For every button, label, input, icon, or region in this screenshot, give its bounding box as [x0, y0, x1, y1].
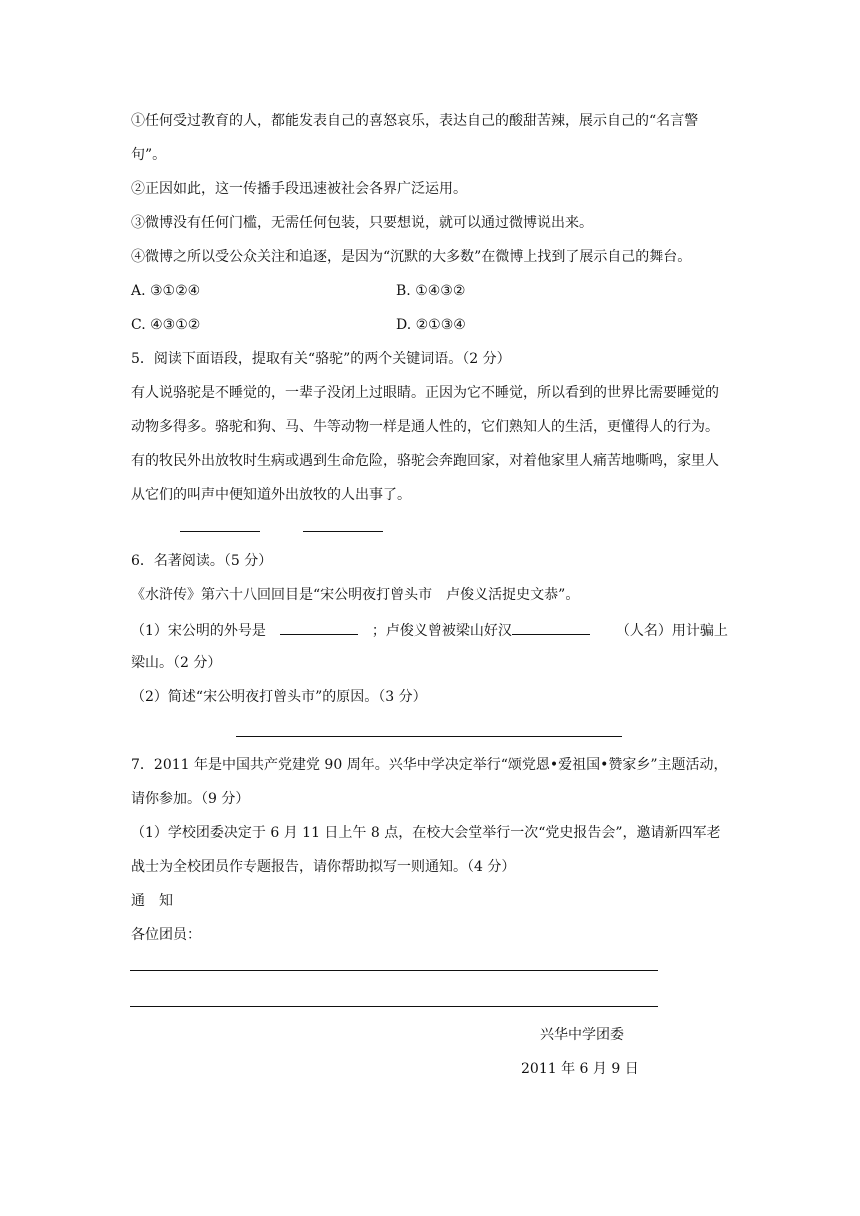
- q4-option-d[interactable]: D. ②①③④: [396, 317, 466, 333]
- q5-title: 5．阅读下面语段，提取有关“骆驼”的两个关键词语。（2 分）: [131, 351, 511, 367]
- q6-title: 6．名著阅读。（5 分）: [131, 553, 273, 569]
- q6-sub1-text-a: （1）宋公明的外号是: [131, 623, 266, 639]
- notice-signature: 兴华中学团委: [540, 1027, 624, 1043]
- q4-item-1-line1: ①任何受过教育的人，都能发表自己的喜怒哀乐，表达自己的酸甜苦辣，展示自己的“名言警: [131, 113, 699, 129]
- q7-sub1-line1: （1）学校团委决定于 6 月 11 日上午 8 点，在校大会堂举行一次“党史报告会”，邀请新四军老: [131, 825, 721, 841]
- q6-intro: 《水浒传》第六十八回回目是“宋公明夜打曾头市 卢俊义活捉史文恭”。: [131, 587, 580, 603]
- q6-person-blank[interactable]: [512, 620, 590, 635]
- q7-title-line1: 7．2011 年是中国共产党建党 90 周年。兴华中学决定举行“颂党恩•爱祖国•赞家乡”主题活动，: [131, 757, 728, 773]
- notice-answer-line-1[interactable]: [130, 970, 658, 971]
- notice-salutation: 各位团员：: [131, 927, 201, 943]
- q6-sub1-text-b: ；卢俊义曾被梁山好汉: [371, 623, 512, 639]
- q4-option-a[interactable]: A. ③①②④: [131, 283, 201, 299]
- q6-sub2: （2）简述“宋公明夜打曾头市”的原因。（3 分）: [131, 689, 427, 705]
- q7-sub1-line2: 战士为全校团员作专题报告，请你帮助拟写一则通知。（4 分）: [131, 859, 516, 875]
- q5-passage-line: 有人说骆驼是不睡觉的，一辈子没闭上过眼睛。正因为它不睡觉，所以看到的世界比需要睡觉的: [131, 385, 719, 401]
- q4-option-b[interactable]: B. ①④③②: [396, 283, 466, 299]
- q6-sub1-line2: 梁山。（2 分）: [131, 655, 222, 671]
- q5-passage-line: 动物多得多。骆驼和狗、马、牛等动物一样是通人性的，它们熟知人的生活，更懂得人的行为。: [131, 419, 719, 435]
- q6-answer-line[interactable]: [236, 736, 622, 737]
- q4-item-2: ②正因如此，这一传播手段迅速被社会各界广泛运用。: [131, 181, 467, 197]
- q6-sub1-line1: [131, 620, 728, 640]
- q7-title-line2: 请你参加。（9 分）: [131, 791, 250, 807]
- q5-answer-blank-2[interactable]: [303, 531, 383, 532]
- q6-sub1-text-c: （人名）用计骗上: [615, 623, 728, 639]
- q5-answer-blank-1[interactable]: [180, 531, 260, 532]
- notice-answer-line-2[interactable]: [130, 1006, 658, 1007]
- q4-item-1-line2: 句”。: [131, 147, 167, 163]
- q4-item-3: ③微博没有任何门槛，无需任何包装，只要想说，就可以通过微博说出来。: [131, 215, 593, 231]
- q4-item-4: ④微博之所以受公众关注和追逐，是因为“沉默的大多数”在微博上找到了展示自己的舞台。: [131, 249, 692, 265]
- notice-title: 通 知: [131, 893, 173, 909]
- q4-option-c[interactable]: C. ④③①②: [131, 317, 201, 333]
- q5-passage-line: 有的牧民外出放牧时生病或遇到生命危险，骆驼会奔跑回家，对着他家里人痛苦地嘶鸣，家里人: [131, 453, 719, 469]
- notice-date: 2011 年 6 月 9 日: [521, 1061, 639, 1077]
- q6-nickname-blank[interactable]: [280, 620, 358, 635]
- q5-passage-line: 从它们的叫声中便知道外出放牧的人出事了。: [131, 487, 411, 503]
